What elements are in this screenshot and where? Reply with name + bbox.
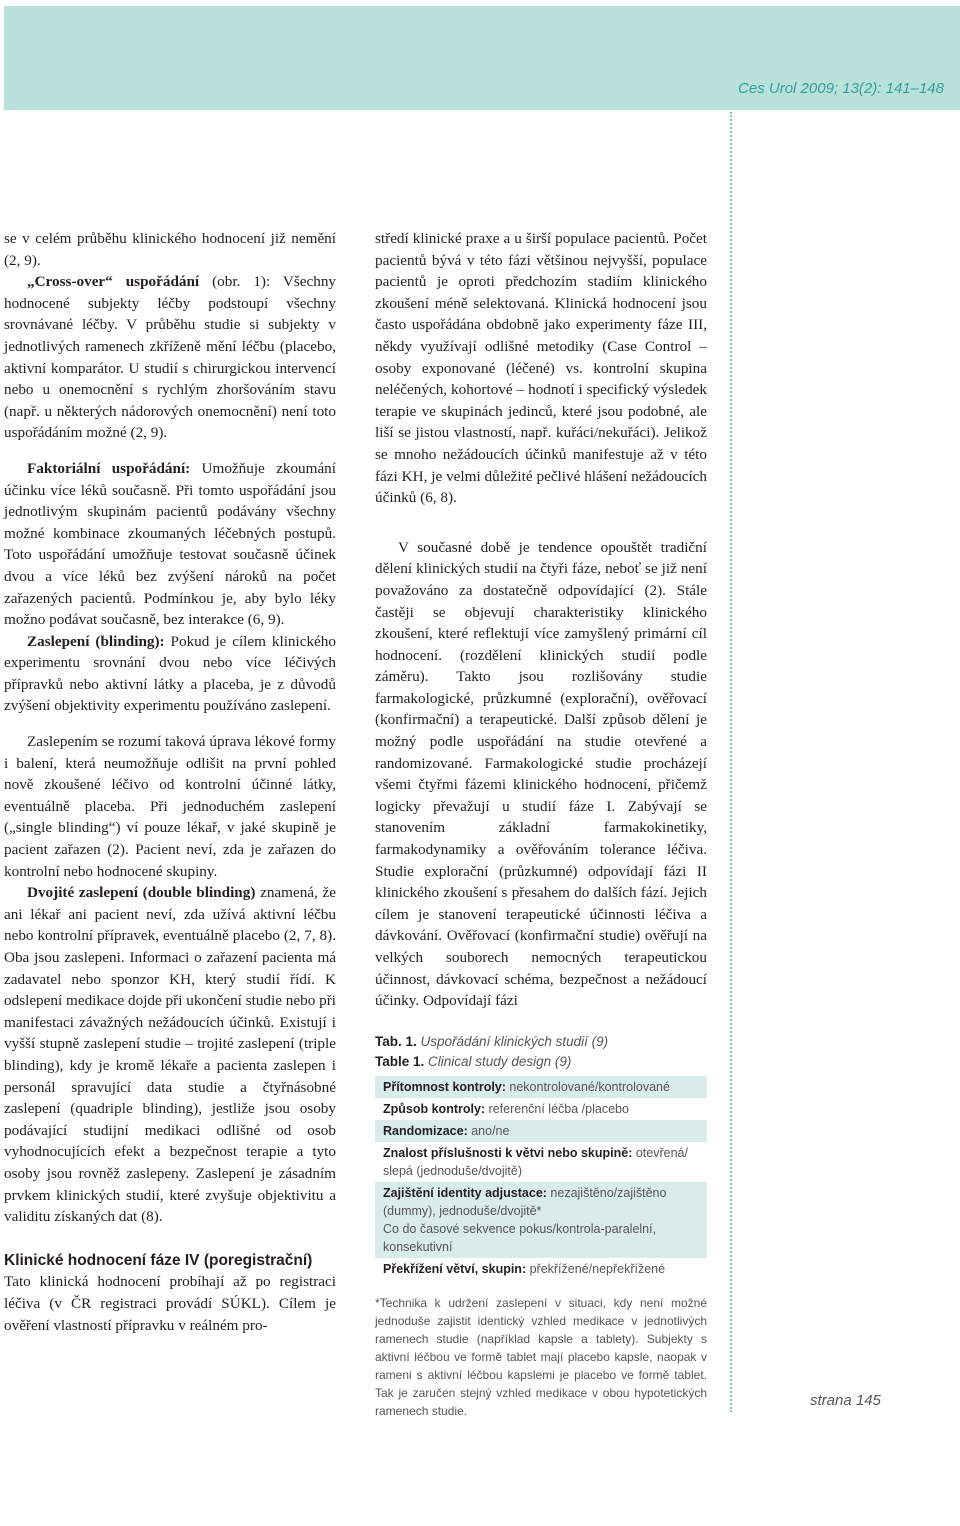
paragraph-factorial: [4, 458, 336, 631]
margin-divider: [730, 112, 732, 1412]
term: Faktoriální uspořádání:: [27, 459, 191, 477]
table-study-design: [375, 1076, 707, 1280]
row-value: referenční léčba /placebo: [485, 1101, 629, 1116]
term: Zaslepení (blinding):: [27, 632, 165, 650]
row-value: otevřená/ slepá (jednoduše/dvojitě): [383, 1145, 688, 1178]
paragraph-blinding: [4, 631, 336, 717]
table-row: [375, 1142, 707, 1182]
paragraph: se v celém průběhu klinického hodnocení již nemění (2, 9).: [4, 230, 336, 269]
row-label: Překřížení větví, skupin:: [383, 1261, 527, 1276]
row-label: Znalost příslušnosti k větvi nebo skupině:: [383, 1145, 633, 1160]
right-column: [375, 228, 707, 1420]
left-column: [4, 228, 336, 1336]
table-caption: [375, 1032, 707, 1072]
row-label: Způsob kontroly:: [383, 1101, 486, 1116]
paragraph-text: Umožňuje zkoumání účinku více léků současně. Při tomto uspořádání jsou jednotlivým skupinám pacientů podávány všechny možné kombinace zkoumaných léčebných postupů. Toto uspořádání umožňuje testovat současně účinek dvou a více léků bez zvýšení nároků na počet zařazených pacientů. Podmínkou je, aby bylo léky možno podávat současně, bez interakce (6, 9).: [4, 459, 336, 629]
row-value: nezajištěno/zajištěno (dummy), jednoduše/dvojitě*: [383, 1185, 667, 1218]
table-footnote: *Technika k udržení zaslepení v situaci, kdy není možné jednoduše zajistit identický vzhled medikace v jednotlivých ramenech studie (například kapsle a tablety). Subjekty s aktivní léčbou ve formě tablet mají placebo kapsle, naopak v rameni s aktivní léčbou kapslemi je placebo ve formě tablet. Tak je zaručen stejný vzhled medikace v obou hypotetických ramenech studie.: [375, 1295, 707, 1418]
term: Dvojité zaslepení (double blinding): [27, 884, 256, 902]
table-label-en: Table 1.: [375, 1053, 425, 1069]
table-title-en: Clinical study design (9): [424, 1053, 572, 1069]
paragraph-double-blinding: [4, 882, 336, 1228]
table-row: [375, 1258, 707, 1280]
page-number: strana 145: [810, 1392, 881, 1409]
row-label: Zajištění identity adjustace:: [383, 1185, 547, 1200]
table-row: [375, 1076, 707, 1098]
row-label: Randomizace:: [383, 1123, 468, 1138]
row-value: nekontrolované/kontrolované: [505, 1079, 670, 1094]
table-label: Tab. 1.: [375, 1033, 417, 1049]
paragraph: Zaslepením se rozumí taková úprava lékové formy i balení, která neumožňuje odlišit na první pohled nově zkoušené léčivo od kontrolní účinné látky, eventuálně placeba. Při jednoduchém zaslepení („single blinding“) ví pouze lékař, v jaké skupině je pacient zařazen (2). Pacient neví, zda je zařazen do kontrolní nebo hodnocené skupiny.: [4, 733, 336, 880]
term: „Cross-over“ uspořádání: [27, 273, 200, 291]
paragraph-text: znamená, že ani lékař ani pacient neví, zda užívá aktivní léčbu nebo kontrolní přípravek, eventuálně placebo (2, 7, 8). Oba jsou zaslepeni. Informaci o zařazení pacienta má zadavatel nebo sponzor KH, který studií řídí. K odslepení medikace dojde při ukončení studie nebo při manifestaci závažných nežádoucích účinků. Existují i vyšší stupně zaslepení studie – trojité zaslepení (triple blinding), kdy je kromě lékaře a pacienta zaslepen i personál spravující data studie a čtyřnásobné zaslepení (quadriple blinding), jestliže jsou osoby podávající studijní medikaci odlišné od osob vyhodnocujících efekt a bezpečnost terapie a tyto osoby jsou rovněž zaslepeny. Zaslepení je zásadním prvkem klinických studií, které zvyšuje objektivitu a validitu získaných dat (8).: [4, 884, 336, 1226]
paragraph: Tato klinická hodnocení probíhají až po registraci léčiva (v ČR registraci provádí SÚKL). Cílem je ověření vlastností přípravku v reálném pro-: [4, 1273, 336, 1334]
row-label: Přítomnost kontroly:: [383, 1079, 506, 1094]
table-row: [375, 1120, 707, 1142]
journal-citation: Ces Urol 2009; 13(2): 141–148: [738, 80, 944, 97]
row-value: překřížené/nepřekřížené: [526, 1261, 666, 1276]
table-title: Uspořádání klinických studií (9): [416, 1033, 609, 1049]
paragraph: středí klinické praxe a u širší populace pacientů. Počet pacientů bývá v této fázi většinou nejvyšší, populace pacientů je oproti předchozím stadiím klinického zkoušení méně selektovaná. Klinická hodnocení jsou často uspořádána obdobně jako experimenty fáze III, někdy využívají odlišné metodiky (Case Control – osoby exponované (léčené) vs. kontrolní skupina neléčených, kohortové – hodnotí i specifický výsledek terapie ve skupinách jedinců, které jsou podobné, ale liší se jistou vlastností, např. kuřáci/nekuřáci). Jelikož se mnoho nežádoucích účinků manifestuje až v této fázi KH, je velmi důležité pečlivé hlášení nežádoucích účinků (6, 8).: [375, 230, 707, 507]
row-value: ano/ne: [467, 1123, 510, 1138]
paragraph-cross-over: [4, 271, 336, 444]
section-heading: Klinické hodnocení fáze IV (poregistrační): [4, 1251, 313, 1269]
paragraph-text: (obr. 1): Všechny hodnocené subjekty léčby podstoupí všechny srovnávané léčby. V průběhu studie si subjekty v jednotlivých ramenech zkříženě mění léčbu (placebo, aktivní komparátor. U studií s chirurgickou intervencí nebo u onemocnění s rychlým zhoršováním stavu (např. u některých nádorových onemocnění) není toto uspořádáním možné (2, 9).: [4, 273, 337, 442]
row-value: Co do časové sekvence pokus/kontrola-paralelní, konsekutivní: [383, 1221, 657, 1254]
paragraph: V současné době je tendence opouštět tradiční dělení klinických studií na čtyři fáze, neboť se již není považováno za dostatečně odpovídající (2). Stále častěji se objevují charakteristiky klinického zkoušení, které reflektují více zamyšlený primární cíl hodnocení. (rozdělení klinických studií podle záměru). Takto jsou rozlišovány studie farmakologické, průzkumné (explorační), ověřovací (konfirmační) a terapeutické. Další způsob dělení je možný podle uspořádání na studie otevřené a randomizované. Farmakologické studie procházejí všemi čtyřmi fázemi klinického hodnocení, přičemž logicky převažují u studií fáze I. Zabývají se stanovením základní farmakokinetiky, farmakodynamiky a ověřováním tolerance léčiva. Studie explorační (průzkumné) odpovídají fázi II klinického zkoušení s přesahem do dalších fází. Jejich cílem je stanovení terapeutické účinnosti léčiva a dávkování. Ověřovací (konfirmační studie) ověřují na velkých souborech nemocných terapeutickou účinnost, dávkovací schéma, bezpečnost a nežádoucí účinky. Odpovídají fázi: [375, 538, 707, 1010]
paragraph-text: Pokud je cílem klinického experimentu srovnání dvou nebo více léčivých přípravků nebo aktivní látky a placeba, je z důvodů zvýšení objektivity experimentu používáno zaslepení.: [4, 632, 336, 715]
table-row: [375, 1182, 707, 1258]
table-row: [375, 1098, 707, 1120]
